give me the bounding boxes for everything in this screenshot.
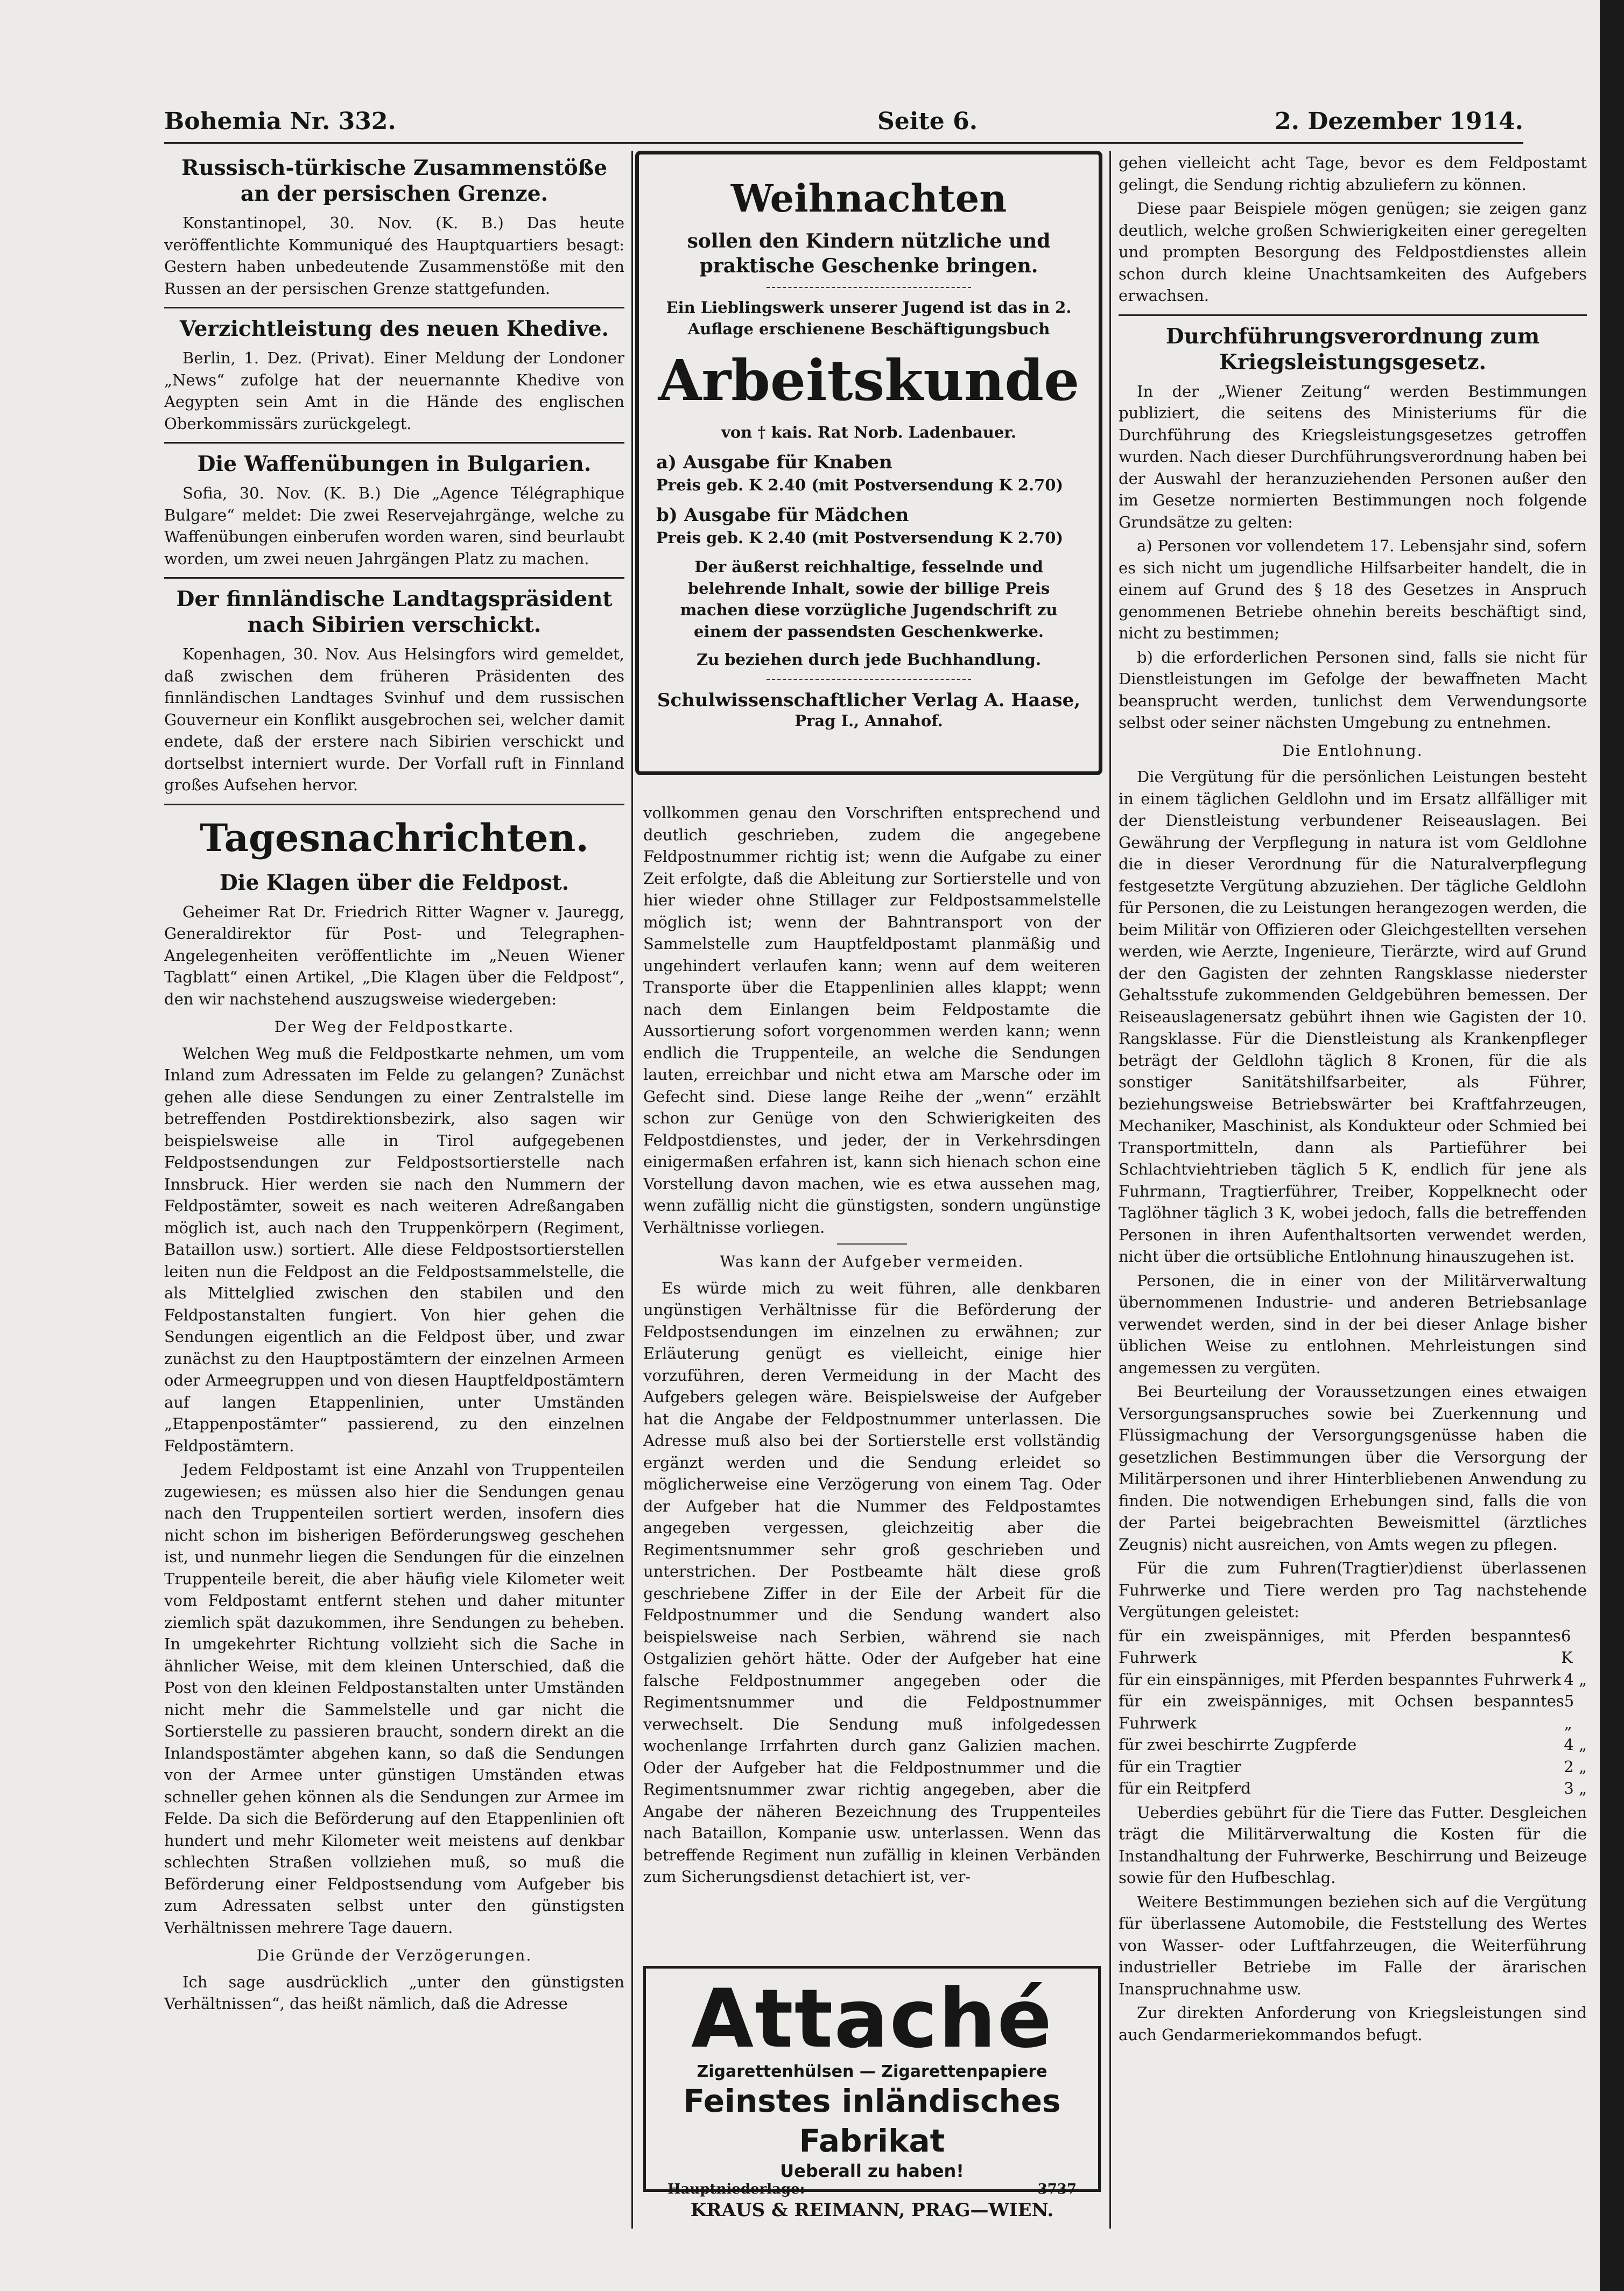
subheading: Was kann der Aufgeber vermeiden.	[720, 1253, 1024, 1270]
list-item: für ein zweispänniges, mit Ochsen bespanntes Fuhrwerk 5 „	[1119, 1692, 1574, 1732]
headline-kriegsleistung: Durchführungsverordnung zum Kriegsleistungsgesetz.	[1165, 324, 1540, 375]
divider	[767, 679, 971, 680]
list-item: für ein Tragtier 2 „	[1119, 1757, 1587, 1776]
article-text: Ueberdies gebührt für die Tiere das Futter. Desgleichen trägt die Militärverwaltung die Kosten für die Instandhaltung der Fuhrwerke, Beschirrung und Beizeuge sowie für den Hufbeschlag.	[1119, 1803, 1587, 1887]
article-text: Bei Beurteilung der Voraussetzungen eines etwaigen Versorgungsanspruches sowie bei Zuerkennung und Flüssigmachung der Versorgungsgenüsse haben die gesetzlichen Bestimmungen über die Versorgung der Militärpersonen und ihrer Hinterbliebenen Anwendung zu finden. Die notwendigen Erhebungen sind, falls die von der Partei beigebrachten Beweismittel (ärztliches Zeugnis) nicht ausreichen, von Amts wegen zu pflegen.	[1119, 1382, 1587, 1554]
ad-intro: Ein Lieblingswerk unserer Jugend ist das in 2. Auflage erschienene Beschäftigungsbuch	[666, 298, 1072, 338]
divider	[767, 287, 971, 288]
ad-slogan: Feinstes inländisches Fabrikat	[683, 2083, 1061, 2159]
price-a: Preis geb. K 2.40 (mit Postversendung K 2.70)	[656, 476, 1064, 494]
page-header	[164, 108, 1523, 144]
article-text: Die Vergütung für die persönlichen Leistungen besteht in einem täglichen Geldlohn und im Ersatz allfälliger mit der Dienstleistung verbundener Reiseauslagen. Bei Gewährung der Verpflegung in natura ist vom Geldlohne die in dieser Verordnung für die Naturalverpflegung festgesetzte Vergütung abzuziehen. Der tägliche Geldlohn für Personen, die zu Leistungen herangezogen werden, die beim Militär von Offizieren oder Gleichgestellten versehen werden, wie Aerzte, Ingenieure, Tierärzte, wird auf Grund der den Gagisten der zehnten Rangsklasse niederster Gehaltsstufe zukommenden Geldgebühren bemessen. Der Reiseauslagenersatz gebührt ihnen wie Gagisten der 10. Rangsklasse. Für die Dienstleistung als Krankenpfleger beträgt der Geldlohn täglich 8 Kronen, für die als sonstiger Sanitätshilfsarbeiter, als Führer, beziehungsweise Betriebswärter bei Kraftfahrzeugen, Mechaniker, Maschinist, als Kondukteur oder Schmied bei Transportmitteln, dann als Partieführer bei Schlachtviehtrieben täglich 5 K, endlich für jene als Fuhrmann, Tragtierführer, Treiber, Koppelknecht oder Taglöhner täglich 3 K, wobei jedoch, falls die betreffenden Personen in ihren Aufenthaltsorten verwendet werden, nicht über die ortsübliche Entlohnung hinauszugehen ist.	[1119, 768, 1587, 1266]
headline-finland: Der finnländische Landtagspräsident nach Sibirien verschickt.	[176, 587, 613, 637]
ad-number: 3737	[1037, 2181, 1077, 2197]
column-3	[1119, 152, 1587, 2224]
divider	[164, 442, 624, 444]
article-text: Zur direkten Anforderung von Kriegsleistungen sind auch Gendarmeriekommandos befugt.	[1119, 2004, 1587, 2044]
edition-a: a) Ausgabe für Knaben	[656, 452, 892, 473]
ad-subtitle: sollen den Kindern nützliche und praktische Geschenke bringen.	[687, 230, 1051, 277]
column-1	[164, 152, 624, 2224]
issue-date: 2. Dezember 1914.	[1275, 108, 1523, 135]
ad-description: Der äußerst reichhaltige, fesselnde und belehrende Inhalt, sowie der billige Preis machen diese vorzügliche Jugendschrift zu einem der passendsten Geschenkwerke.	[680, 558, 1058, 641]
publisher-address: Prag I., Annahof.	[795, 712, 943, 730]
section-title: Tagesnachrichten.	[200, 815, 589, 860]
page-edge	[1600, 0, 1624, 2291]
article-text: b) die erforderlichen Personen sind, falls sie nicht für Dienstleistungen im Gefolge der bewaffneten Macht beansprucht werden, tunlichst dem Verwendungsorte selbst oder seiner nächsten Umgebung zu entnehmen.	[1119, 648, 1587, 732]
headline-khedive: Verzichtleistung des neuen Khedive.	[179, 317, 609, 341]
list-item: für ein zweispänniges, mit Pferden bespanntes Fuhrwerk 6 K	[1119, 1626, 1573, 1667]
book-title: Arbeitskunde	[658, 347, 1080, 413]
article-text: vollkommen genau den Vorschriften entsprechend und deutlich geschrieben, zudem die angegebene Feldpostnummer richtig ist; wenn die Aufgabe zu einer Zeit erfolgte, daß die Ableitung zur Sortierstelle und von hier wieder ohne Stillager zur Feldpostsammelstelle möglich ist; wenn der Bahntransport von der Sammelstelle zum Hauptfeldpostamt planmäßig und ungehindert verlaufen kann; wenn auf dem weiteren Transporte über die Etappenlinien alles klappt; wenn nach dem Einlangen beim Feldpostamte die Aussortierung sofort vorgenommen werden kann; wenn endlich die Truppenteile, an welche die Sendungen lauten, erreichbar und nicht etwa am Marsche oder im Gefecht sind. Diese lange Reihe der „wenn“ erzählt schon zur Genüge von den Schwierigkeiten des Feldpostdienstes, und jeder, der in Verkehrsdingen einigermaßen erfahren ist, kann sich hienach schon eine Vorstellung davon machen, wie es etwa aussehen mag, wenn zufällig nicht die günstigsten, sondern ungünstige Verhältnisse vorliegen.	[643, 804, 1101, 1236]
article-text: Sofia, 30. Nov. (K. B.) Die „Agence Télégraphique Bulgare“ meldet: Die zwei Reservejahrgänge, welche zu Waffenübungen einberufen worden waren, sind beurlaubt worden, um zwei neuen Jahrgängen Platz zu machen.	[164, 484, 624, 568]
article-text: Ich sage ausdrücklich „unter den günstigsten Verhältnissen“, das heißt nämlich, daß die Adresse	[164, 1972, 624, 2013]
divider	[164, 307, 624, 308]
ad-availability: Zu beziehen durch jede Buchhandlung.	[696, 650, 1042, 669]
ad-products: Zigarettenhülsen — Zigarettenpapiere	[697, 2062, 1047, 2081]
headline-feldpost: Die Klagen über die Feldpost.	[219, 870, 570, 895]
list-item: für ein einspänniges, mit Pferden bespanntes Fuhrwerk 4 „	[1119, 1670, 1587, 1689]
article-text: Geheimer Rat Dr. Friedrich Ritter Wagner v. Jauregg, Generaldirektor für Post- und Telegraphen-Angelegenheiten veröffentlichte im „Neuen Wiener Tagblatt“ einen Artikel, „Die Klagen über die Feldpost“, den wir nachstehend auszugsweise wiedergeben:	[164, 902, 624, 1008]
headline-bulgaria: Die Waffenübungen in Bulgarien.	[197, 452, 592, 476]
divider	[164, 577, 624, 579]
article-text: Welchen Weg muß die Feldpostkarte nehmen, um vom Inland zum Adressaten im Felde zu gelangen? Zunächst gehen alle diese Sendungen zu einer Zentralstelle im betreffenden Postdirektionsbezirk, also sagen wir beispielsweise alle in Tirol aufgegebenen Feldpostsendungen zur Feldpostsortierstelle nach Innsbruck. Hier werden sie nach den Nummern der Feldpostämter, soweit es nach weiteren Adreßangaben möglich ist, auch nach den Truppenkörpern (Regiment, Bataillon usw.) sortiert. Alle diese Feldpostsortierstellen leiten nun die Feldpost an die Feldpostsammelstelle, die als Mittelglied zwischen den stabilen und den Feldpostanstalten fungiert. Von hier gehen die Sendungen eigentlich an die Feldpost über, und zwar zunächst zu den Hauptpostämtern der einzelnen Armeen oder Armeegruppen und von diesen Hauptfeldpostämtern auf langen Etappenlinien, unter Umständen „Etappenpostämter“ passierend, zu den einzelnen Feldpostämtern.	[164, 1044, 624, 1455]
column-2-text	[643, 802, 1101, 1949]
subheading: Der Weg der Feldpostkarte.	[274, 1018, 515, 1036]
list-item: für zwei beschirrte Zugpferde 4 „	[1119, 1735, 1587, 1754]
article-text: a) Personen vor vollendetem 17. Lebensjahr sind, sofern es sich nicht um jugendliche Hilfsarbeiter handelt, die in einem auf Grund des § 18 des Gesetzes in Anspruch genommenen Betriebe ohnehin bereits beschäftigt sind, nicht zu bestimmen;	[1119, 537, 1587, 642]
book-author: von † kais. Rat Norb. Ladenbauer.	[721, 423, 1016, 441]
brand-name: Attaché	[691, 1972, 1053, 2066]
article-text: Kopenhagen, 30. Nov. Aus Helsingfors wird gemeldet, daß zwischen dem früheren Präsidenten des finnländischen Landtages Svinhuf und dem russischen Gouverneur ein Konflikt ausgebrochen sei, welcher damit endete, daß der erstere nach Sibirien verschickt und dortselbst interniert wurde. Der Vorfall ruft in Finnland großes Aufsehen hervor.	[164, 645, 624, 794]
depot-label: Hauptniederlage:	[667, 2181, 805, 2197]
article-text: Berlin, 1. Dez. (Privat). Einer Meldung der Londoner „News“ zufolge hat der neuernannte Khedive von Aegypten sein Amt in die Hände des englischen Oberkommissärs zurückgelegt.	[164, 349, 624, 433]
article-text: Weitere Bestimmungen beziehen sich auf die Vergütung für überlassene Automobile, die Feststellung des Wertes von Wasser- oder Luftfahrzeugen, die Weiterführung industrieller Betriebe im Falle der ärarischen Inanspruchnahme usw.	[1119, 1892, 1587, 1998]
subheading: Die Entlohnung.	[1282, 741, 1423, 760]
ad-title: Weihnachten	[730, 176, 1007, 221]
company-name: KRAUS & REIMANN, PRAG—WIEN.	[690, 2199, 1054, 2221]
book-advertisement	[635, 151, 1102, 775]
article-text: In der „Wiener Zeitung“ werden Bestimmungen publiziert, die seitens des Ministeriums für die Durchführung des Kriegsleistungsgesetzes getroffen wurden. Nach dieser Durchführungsverordnung haben bei der Auswahl der heranzuziehenden Personen außer den im Gesetze normierten Bestimmungen noch folgende Grundsätze zu gelten:	[1119, 382, 1587, 531]
article-text: Jedem Feldpostamt ist eine Anzahl von Truppenteilen zugewiesen; es müssen also hier die Sendungen genau nach den Truppenteilen sortiert werden, insofern dies nicht schon im bisherigen Beförderungsweg geschehen ist, und nunmehr liegen die Sendungen für die einzelnen Truppenteile bereit, die aber häufig viele Kilometer weit vom Feldpostamt entfernt stehen und daher mitunter ziemlich spät dazukommen, ihre Sendungen zu beheben. In umgekehrter Richtung vollzieht sich die Sache in ähnlicher Weise, mit dem kleinen Unterschied, daß die Post von den kleinen Feldpostanstalten unter Umständen nicht mehr die Sammelstelle und gar nicht die Sortierstelle zu passieren braucht, sondern direkt an die Inlandspostämter abgehen kann, so daß die Sendungen von der Armee unter günstigen Umständen etwas schneller gehen können als die Sendungen zur Armee im Felde. Da sich die Beförderung auf den Etappenlinien oft hundert und mehr Kilometer weit meistens auf denkbar schlechten Straßen vollziehen muß, so muß die Beförderung einer Feldpostsendung vom Aufgeber bis zum Adressaten selbst unter den günstigsten Verhältnissen mehrere Tage dauern.	[164, 1460, 624, 1937]
compensation-list	[1119, 1625, 1587, 1800]
column-rule-2	[1109, 151, 1111, 2229]
article-text: gehen vielleicht acht Tage, bevor es dem Feldpostamt gelingt, die Sendung richtig abzuliefern zu können.	[1119, 153, 1587, 194]
issue-number: Bohemia Nr. 332.	[164, 108, 396, 135]
list-item: für ein Reitpferd 3 „	[1119, 1779, 1587, 1797]
divider	[837, 1243, 907, 1245]
edition-b: b) Ausgabe für Mädchen	[656, 504, 909, 526]
divider	[1119, 314, 1587, 316]
page-number: Seite 6.	[877, 108, 978, 135]
column-rule-1	[631, 151, 633, 2229]
article-text: Konstantinopel, 30. Nov. (K. B.) Das heute veröffentlichte Kommuniqué des Hauptquartiers besagt: Gestern haben unbedeutende Zusammenstöße mit den Russen an der persischen Grenze stattgefunden.	[164, 214, 624, 298]
headline-russian-turkish: Russisch-türkische Zusammenstöße an der persischen Grenze.	[181, 156, 608, 206]
article-text: Für die zum Fuhren(Tragtier)dienst überlassenen Fuhrwerke und Tiere werden pro Tag nachstehende Vergütungen geleistet:	[1119, 1559, 1587, 1621]
attache-advertisement	[643, 1966, 1101, 2221]
publisher: Schulwissenschaftlicher Verlag A. Haase,	[657, 690, 1081, 711]
article-text: Personen, die in einer von der Militärverwaltung übernommenen Industrie- und anderen Betriebsanlage verwendet werden, sind in der bei dieser Anlage bisher üblichen Weise zu entlohnen. Mehrleistungen sind angemessen zu vergüten.	[1119, 1271, 1587, 1377]
article-text: Es würde mich zu weit führen, alle denkbaren ungünstigen Verhältnisse für die Beförderung der Feldpostsendungen im einzelnen zu erwähnen; zur Erläuterung genügt es vielleicht, einige hier vorzuführen, deren Vermeidung in der Macht des Aufgebers gelegen wäre. Beispielsweise der Aufgeber hat die Angabe der Feldpostnummer unterlassen. Die Adresse muß also bei der Sortierstelle erst vollständig ergänzt werden und die Sendung erleidet so möglicherweise eine Verzögerung von einem Tag. Oder der Aufgeber hat die Nummer des Feldpostamtes angegeben vergessen, gleichzeitig aber die Regimentsnummer sehr groß geschrieben und unterstrichen. Der Postbeamte hält diese groß geschriebene Ziffer in der Eile der Arbeit für die Feldpostnummer und die Sendung wandert also beispielsweise nach Serbien, während sie nach Ostgalizien gehört hätte. Oder der Aufgeber hat eine falsche Feldpostnummer angegeben oder die Regimentsnummer und die Feldpostnummer verwechselt. Die Sendung muß infolgedessen wochenlange Irrfahrten durch ganz Galizien machen. Oder der Aufgeber hat die Feldpostnummer und die Regimentsnummer zwar richtig angegeben, aber die Angabe der näheren Bezeichnung des Truppenteiles nach Bataillon, Kompanie usw. unterlassen. Wenn das betreffende Regiment nun zufällig in kleinen Verbänden zum Sicherungsdienst detachiert ist, ver-	[643, 1278, 1101, 1886]
divider	[164, 804, 624, 805]
article-text: Diese paar Beispiele mögen genügen; sie zeigen ganz deutlich, welche großen Schwierigkeiten einer geregelten und prompten Besorgung des Feldpostdienstes allein schon durch kleine Unachtsamkeiten des Aufgebers erwachsen.	[1119, 199, 1587, 305]
subheading: Die Gründe der Verzögerungen.	[256, 1946, 532, 1964]
price-b: Preis geb. K 2.40 (mit Postversendung K 2.70)	[656, 529, 1064, 547]
ad-depot-row	[646, 2181, 1098, 2197]
ad-availability: Ueberall zu haben!	[780, 2161, 964, 2181]
